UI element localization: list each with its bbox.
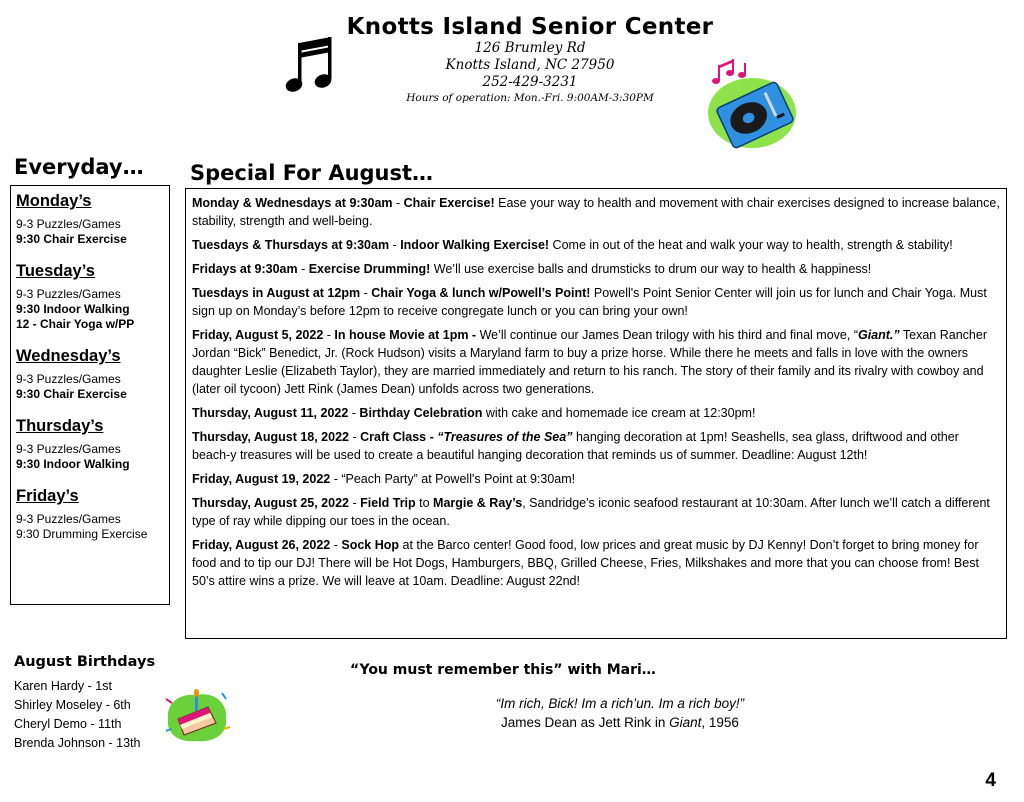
event-description: Ease your way to health and movement with chair exercises designed to increase balance, stability, strength and well-being.	[192, 196, 1000, 228]
event-title: In house Movie at 1pm -	[334, 328, 477, 342]
day-item: 9:30 Indoor Walking	[16, 457, 130, 471]
birthday-entry: Cheryl Demo - 11th	[14, 717, 122, 731]
event-title: Craft Class -	[360, 430, 438, 444]
event-title: Exercise Drumming!	[308, 262, 431, 276]
quote-line: “Im rich, Bick! Im a rich’un. Im a rich boy!”	[495, 696, 745, 711]
day-name: Wednesday’s	[16, 347, 121, 365]
event-description: Texan Rancher Jordan “Bick” Benedict, Jr. (Rock Hudson) visits a Maryland farm to buy a prize horse. While there he meets and falls in love with the owners daughter Leslie (Elizabeth Taylor), they are married immediately and return to his ranch. The story of their family and its rivalry with cowboy and (later oil tycoon) Jett Rink (James Dean) unfolds across two generations.	[192, 328, 987, 396]
event-title: Indoor Walking Exercise!	[400, 238, 550, 252]
turntable-icon	[700, 55, 800, 150]
event-title: Sock Hop	[341, 538, 400, 552]
event-date: Fridays at 9:30am	[192, 262, 298, 276]
birthday-entry: Karen Hardy - 1st	[14, 679, 112, 693]
day-name: Monday’s	[16, 192, 92, 210]
event-date: Thursday, August 25, 2022	[192, 496, 349, 510]
day-item: 9-3 Puzzles/Games	[16, 442, 121, 456]
day-item: 9-3 Puzzles/Games	[16, 287, 121, 301]
special-item-movie	[192, 326, 1000, 398]
event-description: , Sandridge's iconic seafood restaurant at 10:30am. After lunch we’ll catch a different type of ray while dipping our toes in the ocean.	[192, 496, 990, 528]
event-title: Field Trip	[360, 496, 416, 510]
separator: -	[330, 538, 342, 552]
event-date: Friday, August 19, 2022	[192, 472, 331, 486]
center-title: Knotts Island Senior Center	[346, 14, 714, 40]
special-heading: Special For August…	[190, 161, 434, 185]
special-item-peach-party	[192, 470, 1000, 488]
day-item: 12 - Chair Yoga w/PP	[16, 317, 135, 331]
everyday-schedule	[10, 185, 170, 605]
event-description: with cake and homemade ice cream at 12:30pm!	[482, 406, 756, 420]
special-item-craft-class	[192, 428, 1000, 464]
event-date: Tuesdays & Thursdays at 9:30am	[192, 238, 390, 252]
address-line-2: Knotts Island, NC 27950	[445, 57, 615, 73]
day-item: 9:30 Chair Exercise	[16, 387, 127, 401]
special-item-chair-exercise	[192, 194, 1000, 230]
day-name: Friday’s	[16, 487, 79, 505]
everyday-heading: Everyday…	[14, 155, 144, 179]
hours-of-operation: Hours of operation: Mon.-Fri. 9:00AM-3:30PM	[406, 92, 654, 104]
music-note-icon	[285, 35, 335, 97]
day-item: 9-3 Puzzles/Games	[16, 372, 121, 386]
event-date: Thursday, August 11, 2022	[192, 406, 349, 420]
event-description: Powell's Point Senior Center will join us for lunch and Chair Yoga. Must sign up on Monday’s before 12pm to receive congregate lunch or you can bring your own!	[192, 286, 987, 318]
separator: -	[349, 496, 361, 510]
event-date: Friday, August 26, 2022	[192, 538, 331, 552]
separator: -	[389, 238, 401, 252]
event-description-intro: We’ll continue our James Dean trilogy with his third and final move, “	[476, 328, 858, 342]
day-block-friday	[16, 487, 164, 542]
event-title: Chair Yoga & lunch w/Powell’s Point!	[371, 286, 591, 300]
event-connector: to	[415, 496, 434, 510]
birthday-entry: Brenda Johnson - 13th	[14, 736, 141, 750]
event-description: “Peach Party” at Powell's Point at 9:30am!	[341, 472, 576, 486]
day-item: 9:30 Chair Exercise	[16, 232, 127, 246]
event-description: Come in out of the heat and walk your way to health, strength & stability!	[549, 238, 953, 252]
special-item-indoor-walking	[192, 236, 1000, 254]
birthdays-heading: August Birthdays	[14, 654, 156, 670]
day-name: Thursday’s	[16, 417, 104, 435]
special-item-field-trip	[192, 494, 1000, 530]
separator: -	[330, 472, 342, 486]
restaurant-name: Margie & Ray’s	[433, 496, 523, 510]
day-item: 9-3 Puzzles/Games	[16, 512, 121, 526]
quote-attribution	[430, 713, 810, 732]
day-block-thursday	[16, 417, 164, 472]
event-date: Tuesdays in August at 12pm	[192, 286, 361, 300]
birthday-list	[14, 677, 140, 753]
birthday-cake-icon	[162, 685, 232, 745]
day-block-monday	[16, 192, 164, 247]
page-header	[300, 14, 760, 105]
separator: -	[392, 196, 404, 210]
special-item-drumming	[192, 260, 1000, 278]
craft-title: “Treasures of the Sea”	[437, 430, 573, 444]
attribution-text: James Dean as Jett Rink in	[501, 715, 670, 730]
separator: -	[348, 406, 360, 420]
movie-title: Giant.”	[857, 328, 900, 342]
separator: -	[297, 262, 309, 276]
event-title: Birthday Celebration	[359, 406, 483, 420]
event-date: Thursday, August 18, 2022	[192, 430, 349, 444]
special-item-sock-hop	[192, 536, 1000, 590]
day-item: 9:30 Drumming Exercise	[16, 527, 148, 541]
separator: -	[349, 430, 361, 444]
special-item-chair-yoga	[192, 284, 1000, 320]
event-description: hanging decoration at 1pm! Seashells, sea glass, driftwood and other beach-y treasures will be used to create a beautiful hanging decoration that reminds us of summer. Deadline: August 12th!	[192, 430, 959, 462]
day-item: 9:30 Indoor Walking	[16, 302, 130, 316]
day-block-wednesday	[16, 347, 164, 402]
event-title: Chair Exercise!	[403, 196, 495, 210]
birthday-entry: Shirley Moseley - 6th	[14, 698, 131, 712]
attribution-year: , 1956	[701, 715, 739, 730]
event-date: Monday & Wednesdays at 9:30am	[192, 196, 393, 210]
movie-quote	[430, 694, 810, 732]
event-description: at the Barco center! Good food, low prices and great music by DJ Kenny! Don’t forget to bring money for food and to tip our DJ! There will be Hot Dogs, Hamburgers, BBQ, Grilled Cheese, Fries, Milkshakes and more that you can choose from! Best 50’s attire wins a prize. We will leave at 10am. Deadline: August 22nd!	[192, 538, 979, 588]
phone-number: 252-429-3231	[482, 74, 578, 90]
event-description: We’ll use exercise balls and drumsticks to drum our way to health & happiness!	[430, 262, 872, 276]
attribution-film: Giant	[669, 715, 702, 730]
address-line-1: 126 Brumley Rd	[474, 40, 586, 56]
special-events	[185, 188, 1007, 639]
event-date: Friday, August 5, 2022	[192, 328, 324, 342]
day-name: Tuesday’s	[16, 262, 95, 280]
quote-heading: “You must remember this” with Mari…	[350, 662, 656, 678]
separator: -	[323, 328, 335, 342]
day-item: 9-3 Puzzles/Games	[16, 217, 121, 231]
page-number: 4	[985, 770, 996, 791]
day-block-tuesday	[16, 262, 164, 332]
special-item-birthday	[192, 404, 1000, 422]
separator: -	[360, 286, 372, 300]
